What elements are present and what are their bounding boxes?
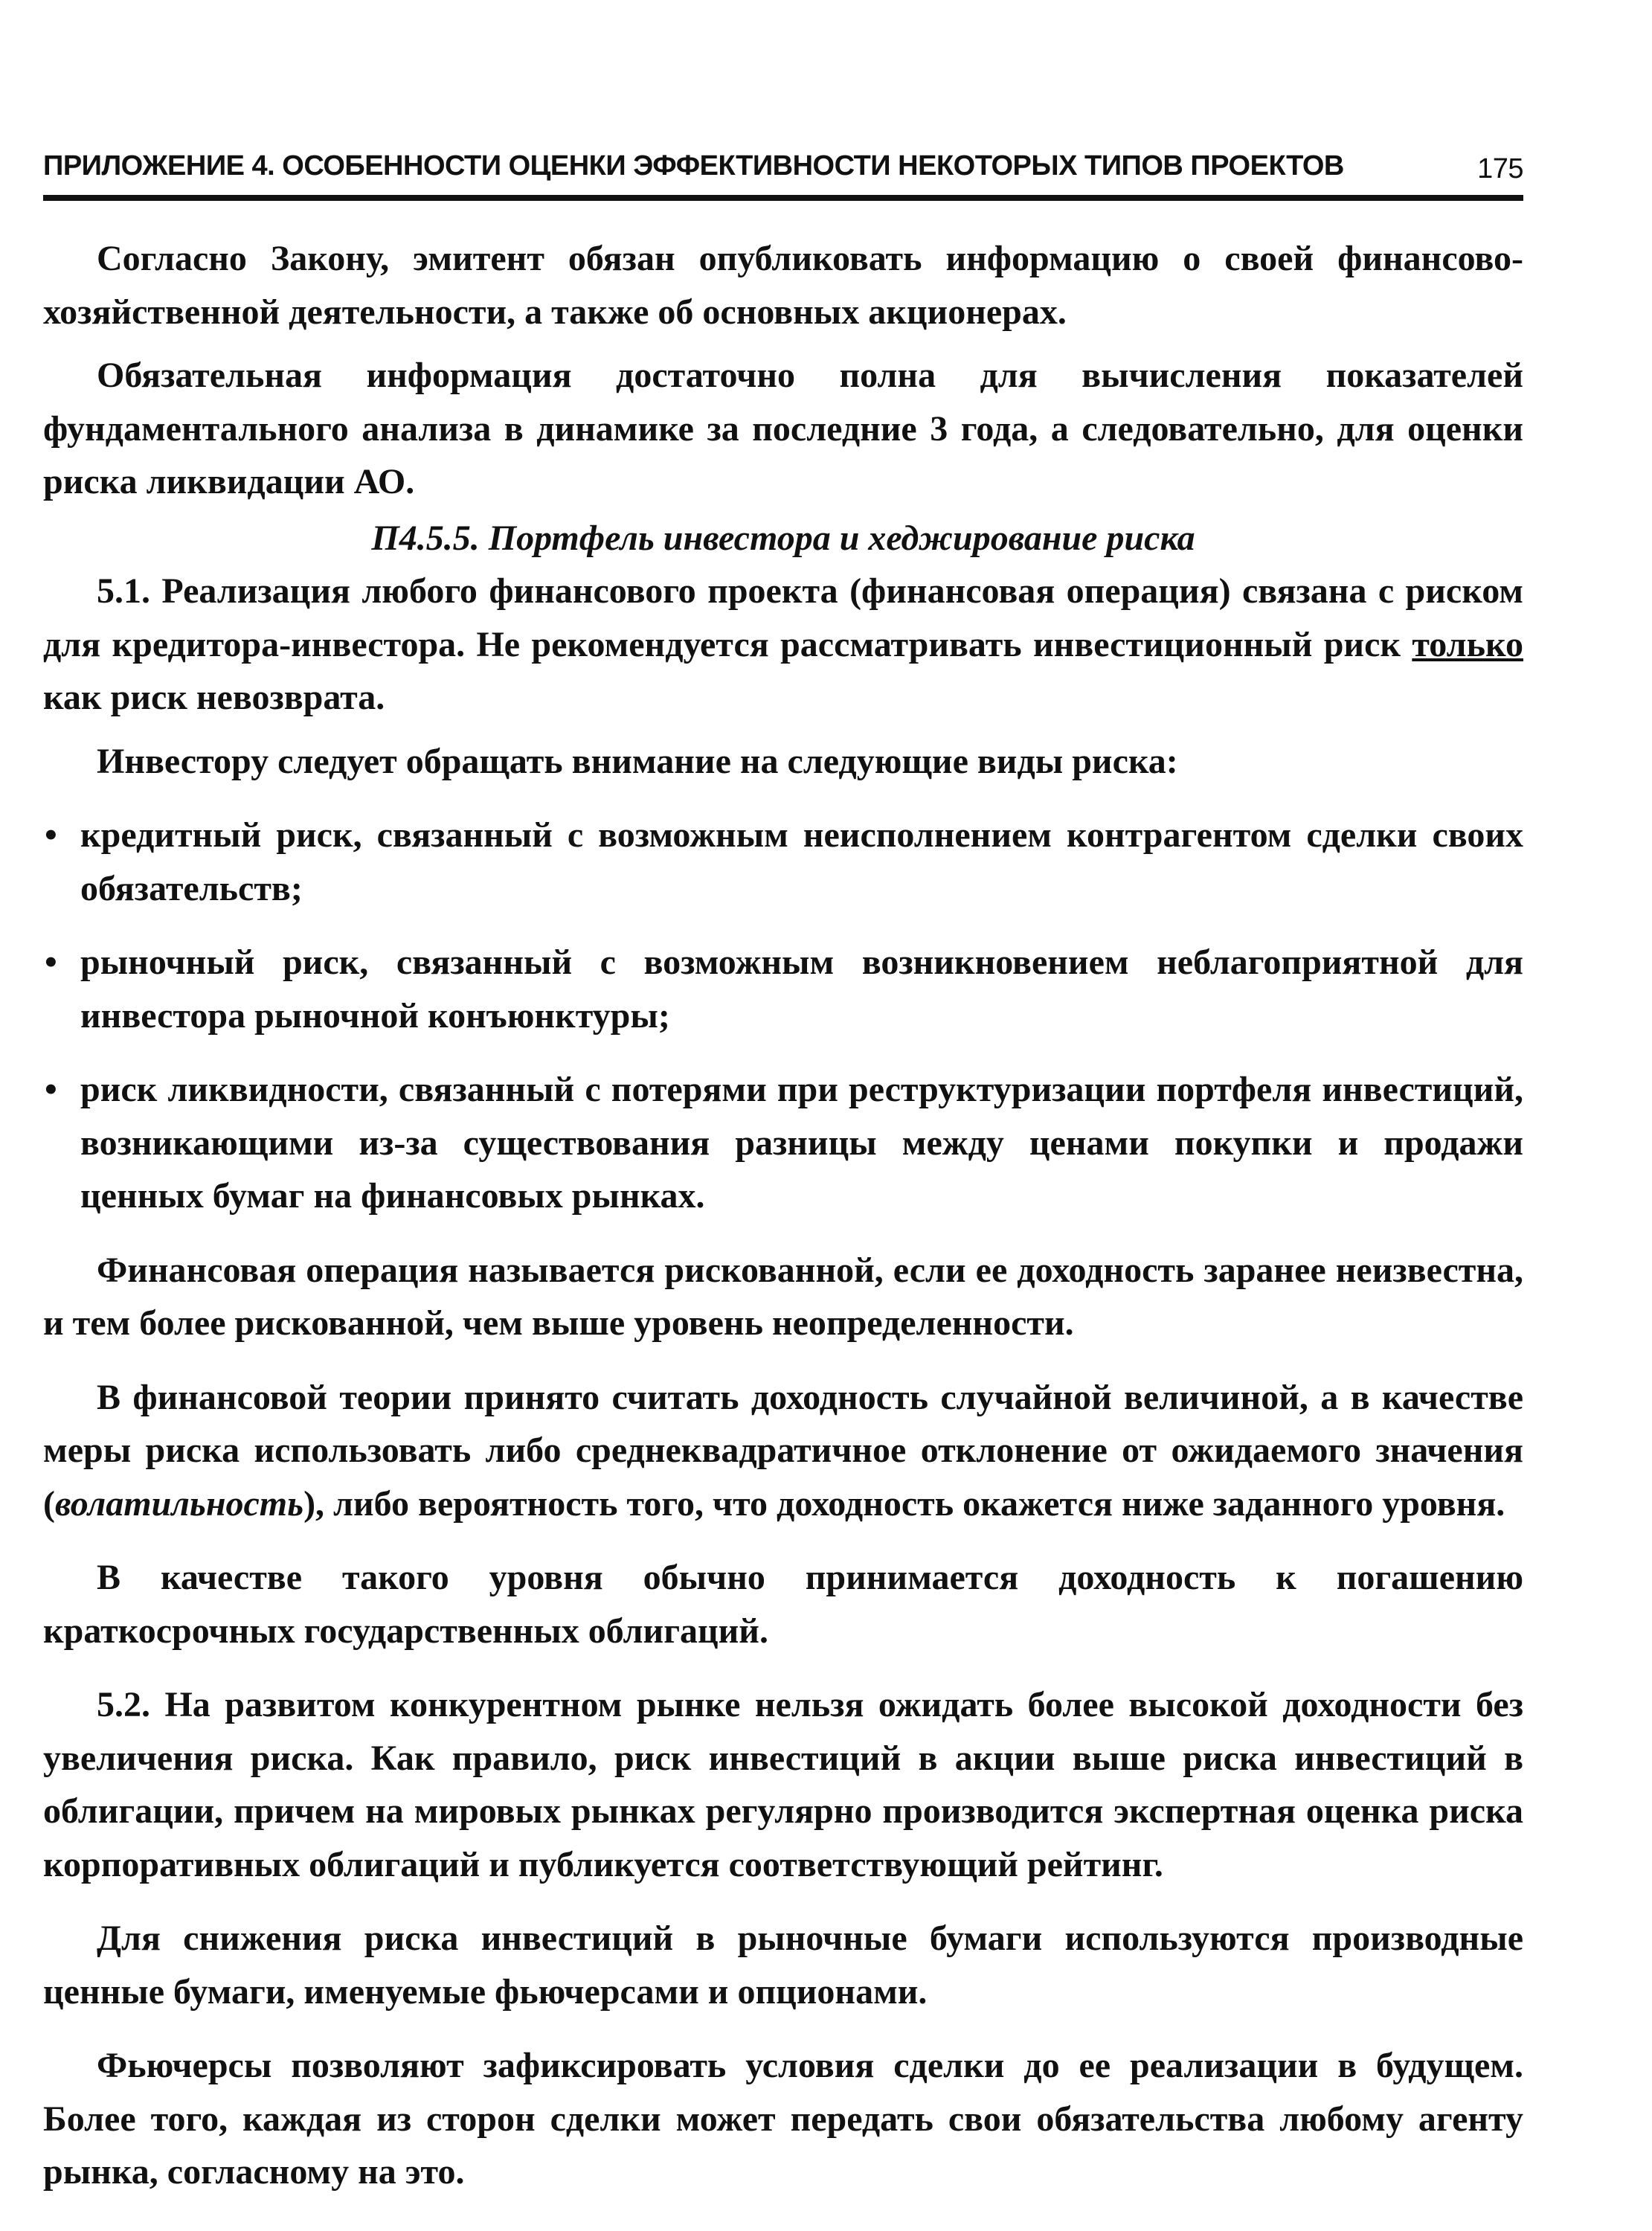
list-item-credit-risk [43,809,1523,915]
term-futures: Фьючерсы [97,2046,272,2085]
list-item-market-risk [43,936,1523,1042]
risk-types-list [43,809,1523,1223]
page-number: 175 [1477,153,1523,184]
paragraph-risk-types-intro: Инвестору следует обращать внимание на следующие виды риска: [97,741,1178,781]
paragraph-derivatives: Для снижения риска инвестиций в рыночные бумаги используются производные ценные бумаги, именуемые фьючерсами и опционами. [43,1919,1523,2012]
paragraph-competitive-market: 5.2. На развитом конкурентном рынке нельзя ожидать более высокой доходности без увеличения риска. Как правило, риск инвестиций в акции выше риска инвестиций в облигации, причем на мировых рынках регулярно производится экспертная оценка риска корпоративных облигаций и публикуется соответствующий рейтинг. [43,1685,1523,1884]
running-head-title: ПРИЛОЖЕНИЕ 4. ОСОБЕННОСТИ ОЦЕНКИ ЭФФЕКТИВНОСТИ НЕКОТОРЫХ ТИПОВ ПРОЕКТОВ [43,150,1344,182]
list-item-text: кредитный риск, связанный с возможным неисполнением контрагентом сделки своих обязательств; [80,815,1523,908]
paragraph-benchmark-level: В качестве такого уровня обычно принимается доходность к погашению краткосрочных государственных облигаций. [43,1558,1523,1651]
section-title: П4.5.5. Портфель инвестора и хеджирование риска [371,518,1195,558]
paragraph-mandatory-info: Обязательная информация достаточно полна для вычисления показателей фундаментального анализа в динамике за последние 3 года, а следовательно, для оценки риска ликвидации АО. [43,356,1523,501]
paragraph-investment-risk [43,565,1523,725]
running-head [43,143,1523,187]
italic-term-volatility: волатильность [54,1483,304,1524]
list-item-liquidity-risk [43,1063,1523,1223]
paragraph-futures-rest: позволяют зафиксировать условия сделки до ее реализации в будущем. Более того, каждая из сторон сделки может передать свои обязательства любому агенту рынка, согласному на это. [43,2046,1523,2192]
header-rule [43,195,1523,201]
underlined-word: только [1412,624,1523,664]
paragraph-risky-operation: Финансовая операция называется рискованной, если ее доходность заранее неизвестна, и тем более рискованной, чем выше уровень неопределенности. [43,1250,1523,1343]
paragraph-financial-theory-end: ), либо вероятность того, что доходность окажется ниже заданного уровня. [303,1483,1505,1524]
paragraph-disclosure-law: Согласно Закону, эмитент обязан опубликовать информацию о своей финансово-хозяйственной деятельности, а также об основных акционерах. [43,239,1523,332]
paragraph-financial-theory-start: В финансовой теории принято считать доходность случайной величиной, а в качестве меры риска использовать либо среднеквадратичное отклонение от ожидаемого значения ( [43,1377,1523,1524]
list-item-text: риск ликвидности, связанный с потерями при реструктуризации портфеля инвестиций, возникающими из-за существования разницы между ценами покупки и продажи ценных бумаг на финансовых рынках. [80,1070,1523,1216]
paragraph-financial-theory [43,1371,1523,1531]
paragraph-investment-risk-start: 5.1. Реализация любого финансового проекта (финансовая операция) связана с риском для кредитора-инвестора. Не рекомендуется рассматривать инвестиционный риск [43,571,1523,664]
page-body [43,232,1523,2199]
paragraph-investment-risk-end: как риск невозврата. [43,678,385,717]
paragraph-futures [43,2039,1523,2199]
list-item-text: рыночный риск, связанный с возможным возникновением неблагоприятной для инвестора рыночной конъюнктуры; [80,943,1523,1036]
